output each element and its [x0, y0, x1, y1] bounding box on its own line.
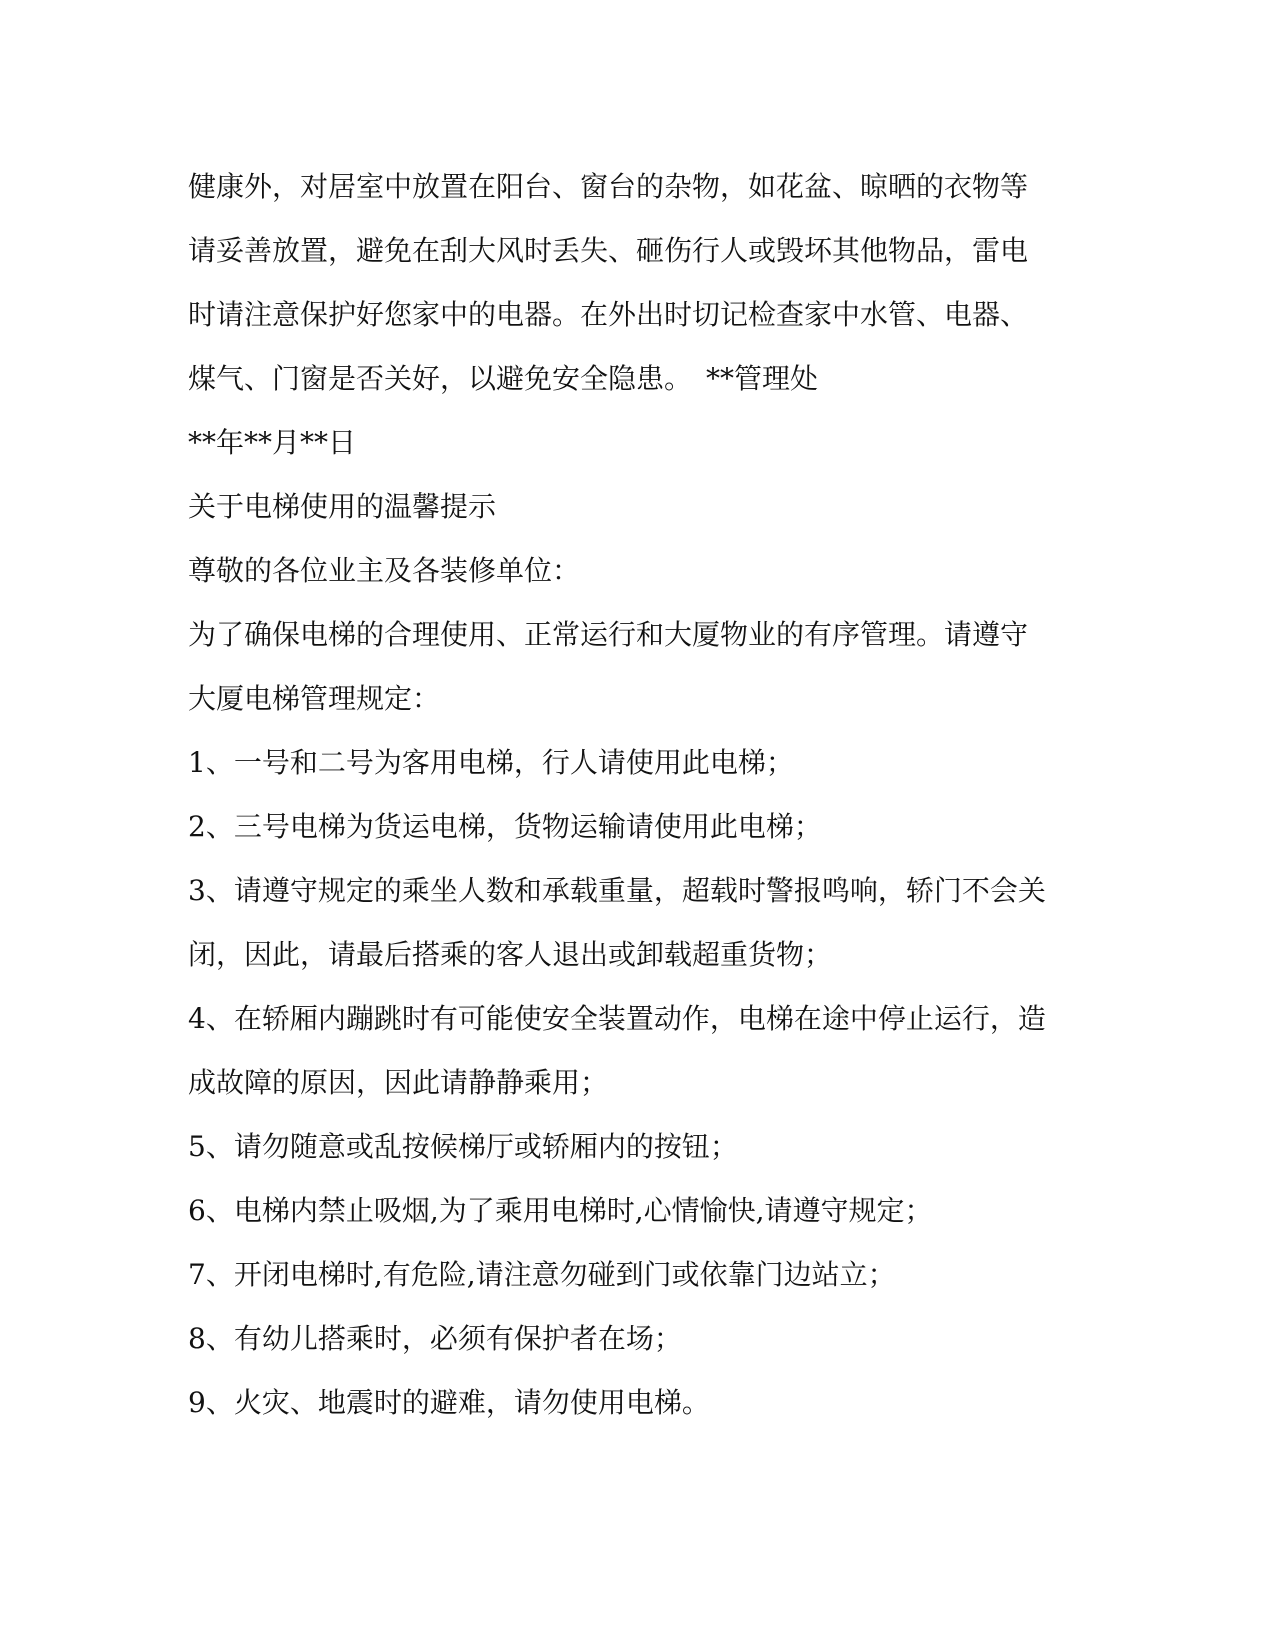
paragraph-line: 为了确保电梯的合理使用、正常运行和大厦物业的有序管理。请遵守: [188, 618, 1029, 651]
rule-item-continued: 成故障的原因，因此请静静乘用；: [188, 1066, 609, 1099]
rule-item: 4、在轿厢内蹦跳时有可能使安全装置动作，电梯在途中停止运行，造: [188, 1002, 1046, 1035]
date-line: **年**月**日: [188, 426, 357, 459]
rule-item: 2、三号电梯为货运电梯，货物运输请使用此电梯；: [188, 810, 822, 843]
salutation: 尊敬的各位业主及各装修单位：: [188, 554, 581, 587]
paragraph-line: 健康外，对居室中放置在阳台、窗台的杂物，如花盆、晾晒的衣物等: [188, 170, 1029, 203]
rule-item: 6、电梯内禁止吸烟,为了乘用电梯时,心情愉快,请遵守规定；: [188, 1194, 933, 1227]
rule-item: 1、一号和二号为客用电梯，行人请使用此电梯；: [188, 746, 794, 779]
rule-item-continued: 闭，因此，请最后搭乘的客人退出或卸载超重货物；: [188, 938, 833, 971]
rule-item: 7、开闭电梯时,有危险,请注意勿碰到门或依靠门边站立；: [188, 1258, 896, 1291]
document-body: [188, 155, 1068, 1435]
paragraph-line: 煤气、门窗是否关好，以避免安全隐患。 **管理处: [188, 362, 819, 395]
notice-title: 关于电梯使用的温馨提示: [188, 490, 497, 523]
paragraph-line: 大厦电梯管理规定：: [188, 682, 441, 715]
paragraph-line: 请妥善放置，避免在刮大风时丢失、砸伤行人或毁坏其他物品，雷电: [188, 234, 1029, 267]
rule-item: 5、请勿随意或乱按候梯厅或轿厢内的按钮；: [188, 1130, 738, 1163]
rule-item: 9、火灾、地震时的避难，请勿使用电梯。: [188, 1386, 710, 1419]
paragraph-line: 时请注意保护好您家中的电器。在外出时切记检查家中水管、电器、: [188, 298, 1029, 331]
rule-item: 3、请遵守规定的乘坐人数和承载重量，超载时警报鸣响，轿门不会关: [188, 874, 1046, 907]
rule-item: 8、有幼儿搭乘时，必须有保护者在场；: [188, 1322, 682, 1355]
